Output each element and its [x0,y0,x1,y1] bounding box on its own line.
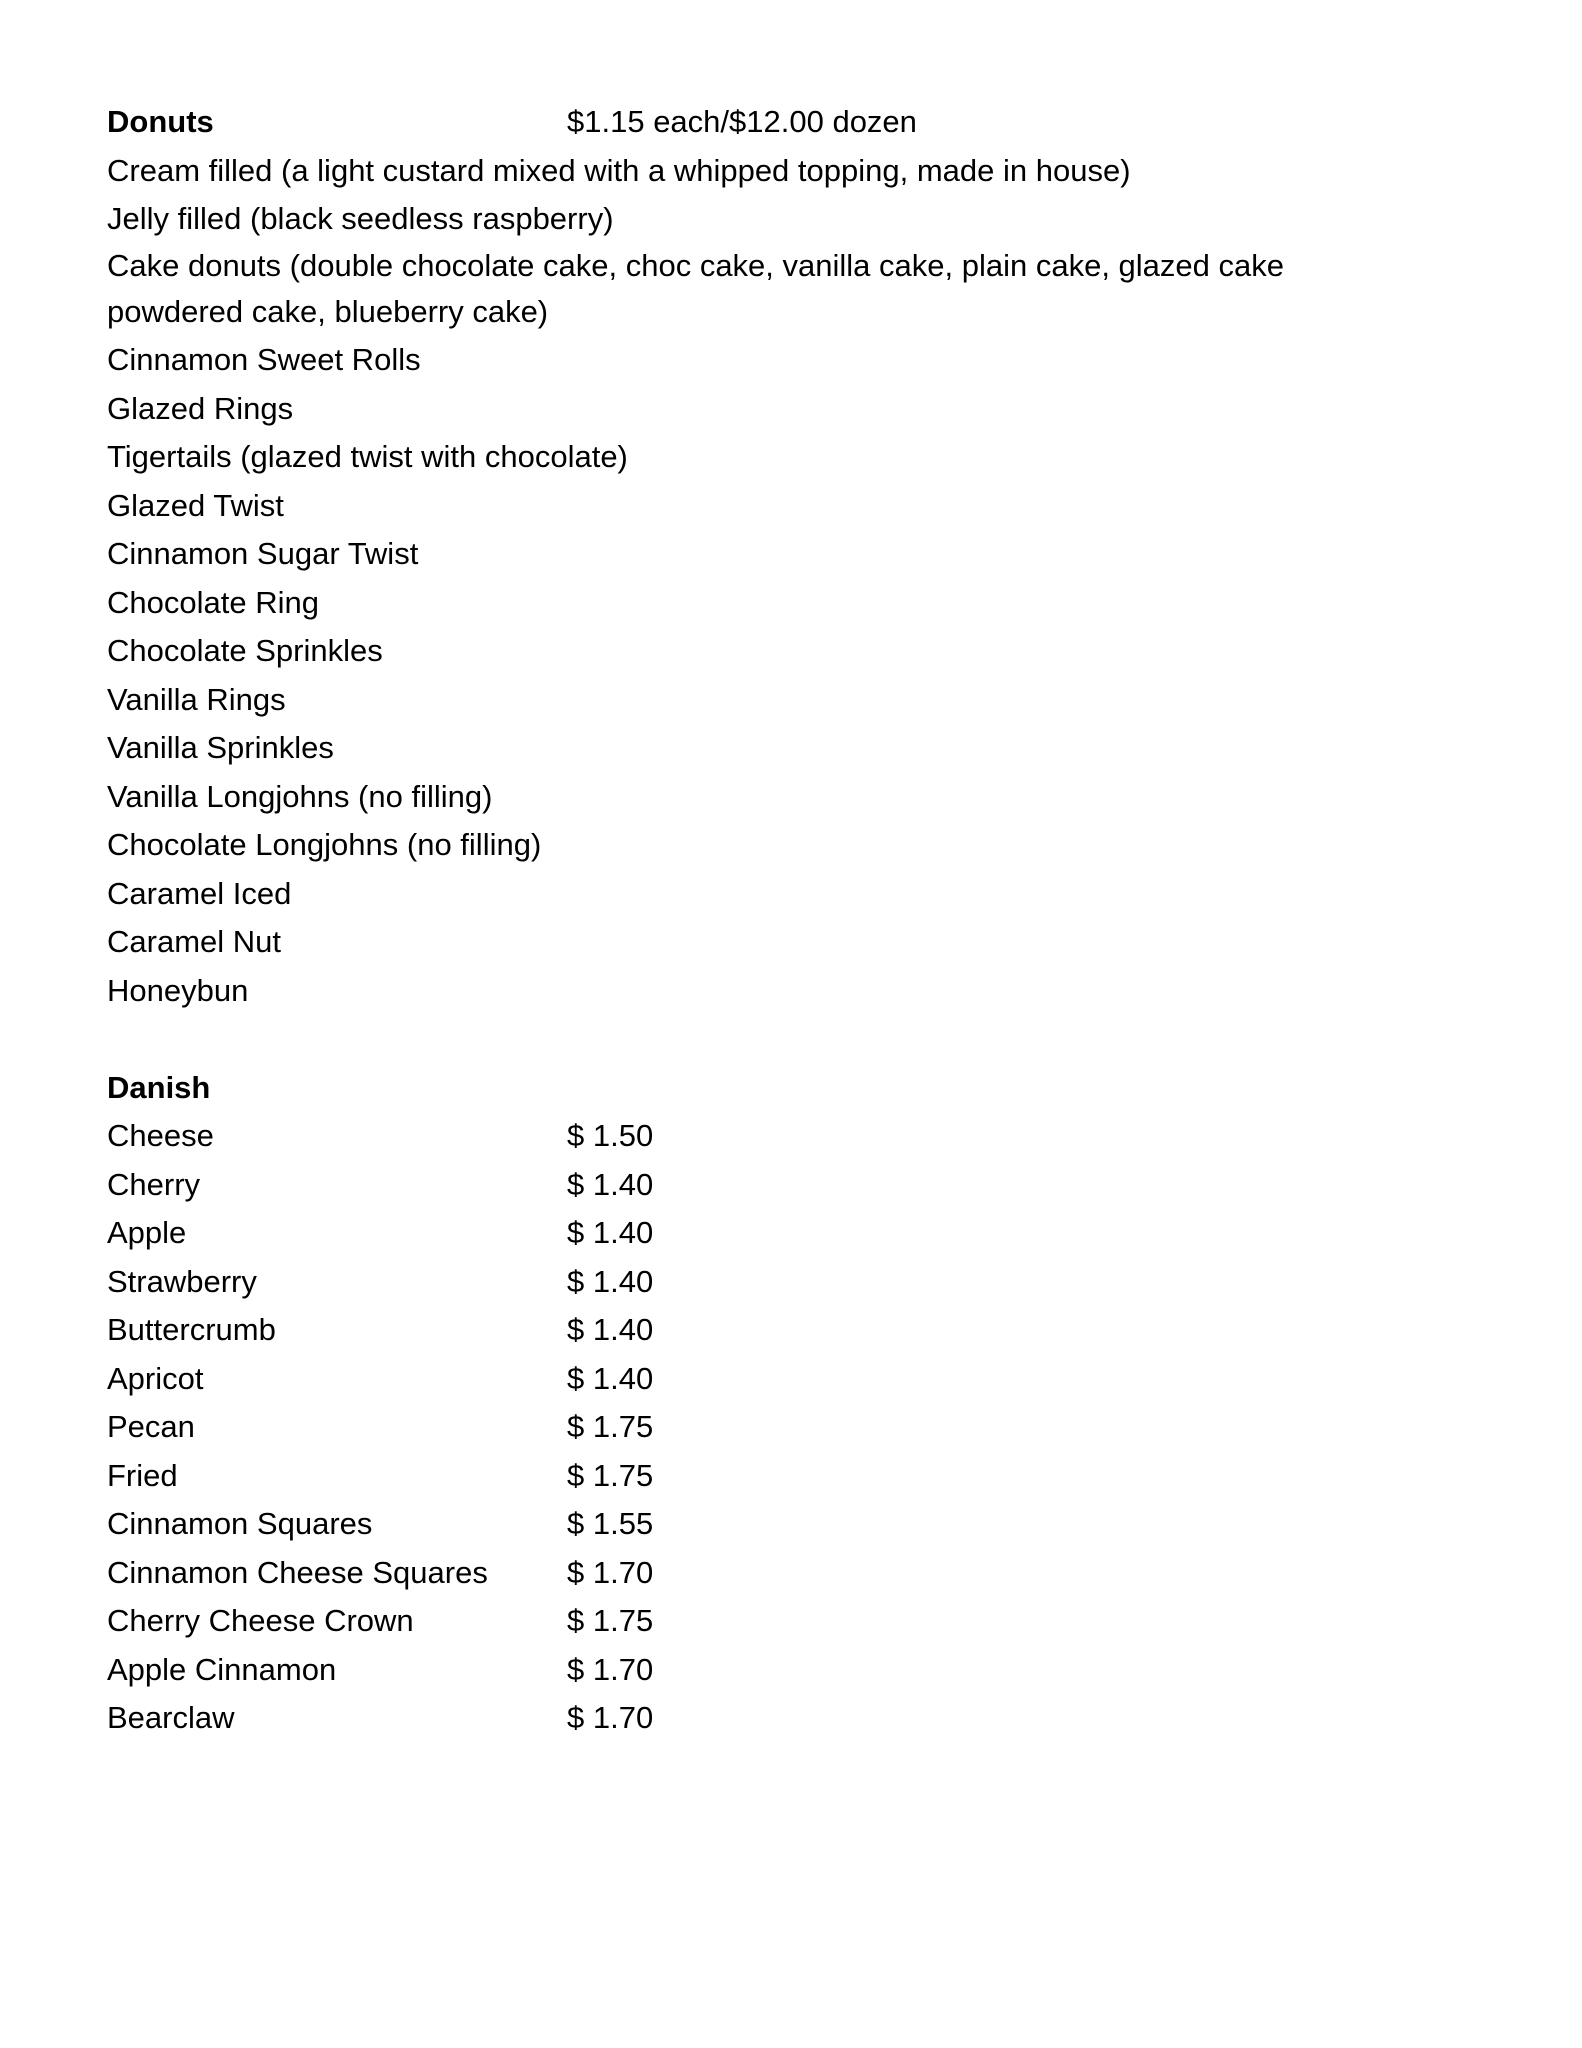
item-name: Apple Cinnamon [107,1651,337,1687]
item-price: $ 1.75 [567,1457,654,1493]
item-name: Cherry Cheese Crown [107,1603,414,1638]
item-name: Apricot [107,1360,204,1396]
table-row [107,1549,1527,1598]
section-spacer [107,1015,1527,1064]
table-row [107,1355,1527,1404]
list-item: Cream filled (a light custard mixed with a whipped topping, made in house) [107,152,1131,188]
item-price: $ 1.70 [567,1700,654,1735]
list-item: Caramel Iced [107,875,292,911]
item-price: $ 1.40 [567,1166,654,1202]
list-item: Vanilla Sprinkles [107,730,334,765]
list-item: Cinnamon Sweet Rolls [107,342,421,377]
item-name: Pecan [107,1409,195,1444]
table-row [107,1452,1527,1501]
list-item: Glazed Twist [107,487,284,523]
item-price: $ 1.40 [567,1263,654,1299]
list-item: Chocolate Sprinkles [107,633,383,668]
item-name: Strawberry [107,1263,257,1299]
table-row [107,1161,1527,1210]
table-row [107,1209,1527,1258]
list-item: powdered cake, blueberry cake) [107,293,549,329]
list-item: Cake donuts (double chocolate cake, choc cake, vanilla cake, plain cake, glazed cake [107,247,1284,283]
list-item: Chocolate Longjohns (no filling) [107,827,542,862]
item-name: Fried [107,1457,178,1493]
item-price: $ 1.75 [567,1603,654,1638]
table-row [107,1112,1527,1161]
item-price: $ 1.55 [567,1506,654,1541]
list-item: Vanilla Longjohns (no filling) [107,778,493,814]
list-item: Jelly filled (black seedless raspberry) [107,201,614,236]
list-item: Tigertails (glazed twist with chocolate) [107,439,628,474]
list-item: Honeybun [107,972,249,1008]
donuts-price: $1.15 each/$12.00 dozen [567,104,917,139]
table-row [107,1403,1527,1452]
item-price: $ 1.50 [567,1118,654,1153]
donuts-heading: Donuts [107,104,214,139]
danish-heading: Danish [107,1069,211,1105]
item-name: Cheese [107,1118,214,1153]
donuts-list [107,147,1527,1016]
item-name: Cinnamon Cheese Squares [107,1554,488,1590]
item-name: Apple [107,1215,187,1250]
item-price: $ 1.70 [567,1651,654,1687]
table-row [107,1597,1527,1646]
item-name: Cherry [107,1166,201,1202]
item-price: $ 1.40 [567,1215,654,1250]
item-price: $ 1.40 [567,1360,654,1396]
list-item: Cinnamon Sugar Twist [107,536,419,571]
table-row [107,1500,1527,1549]
list-item: Glazed Rings [107,390,294,426]
table-row [107,1258,1527,1307]
danish-list [107,1112,1527,1743]
list-item: Vanilla Rings [107,681,286,717]
item-name: Bearclaw [107,1700,235,1735]
table-row [107,1306,1527,1355]
donuts-header-row [107,98,1527,147]
list-item: Caramel Nut [107,924,281,959]
item-price: $ 1.75 [567,1409,654,1444]
item-name: Buttercrumb [107,1312,276,1347]
table-row [107,1646,1527,1695]
item-name: Cinnamon Squares [107,1506,373,1541]
item-price: $ 1.40 [567,1312,654,1347]
item-price: $ 1.70 [567,1554,654,1590]
table-row [107,1694,1527,1743]
list-item: Chocolate Ring [107,584,319,620]
menu-document [107,98,1527,1743]
